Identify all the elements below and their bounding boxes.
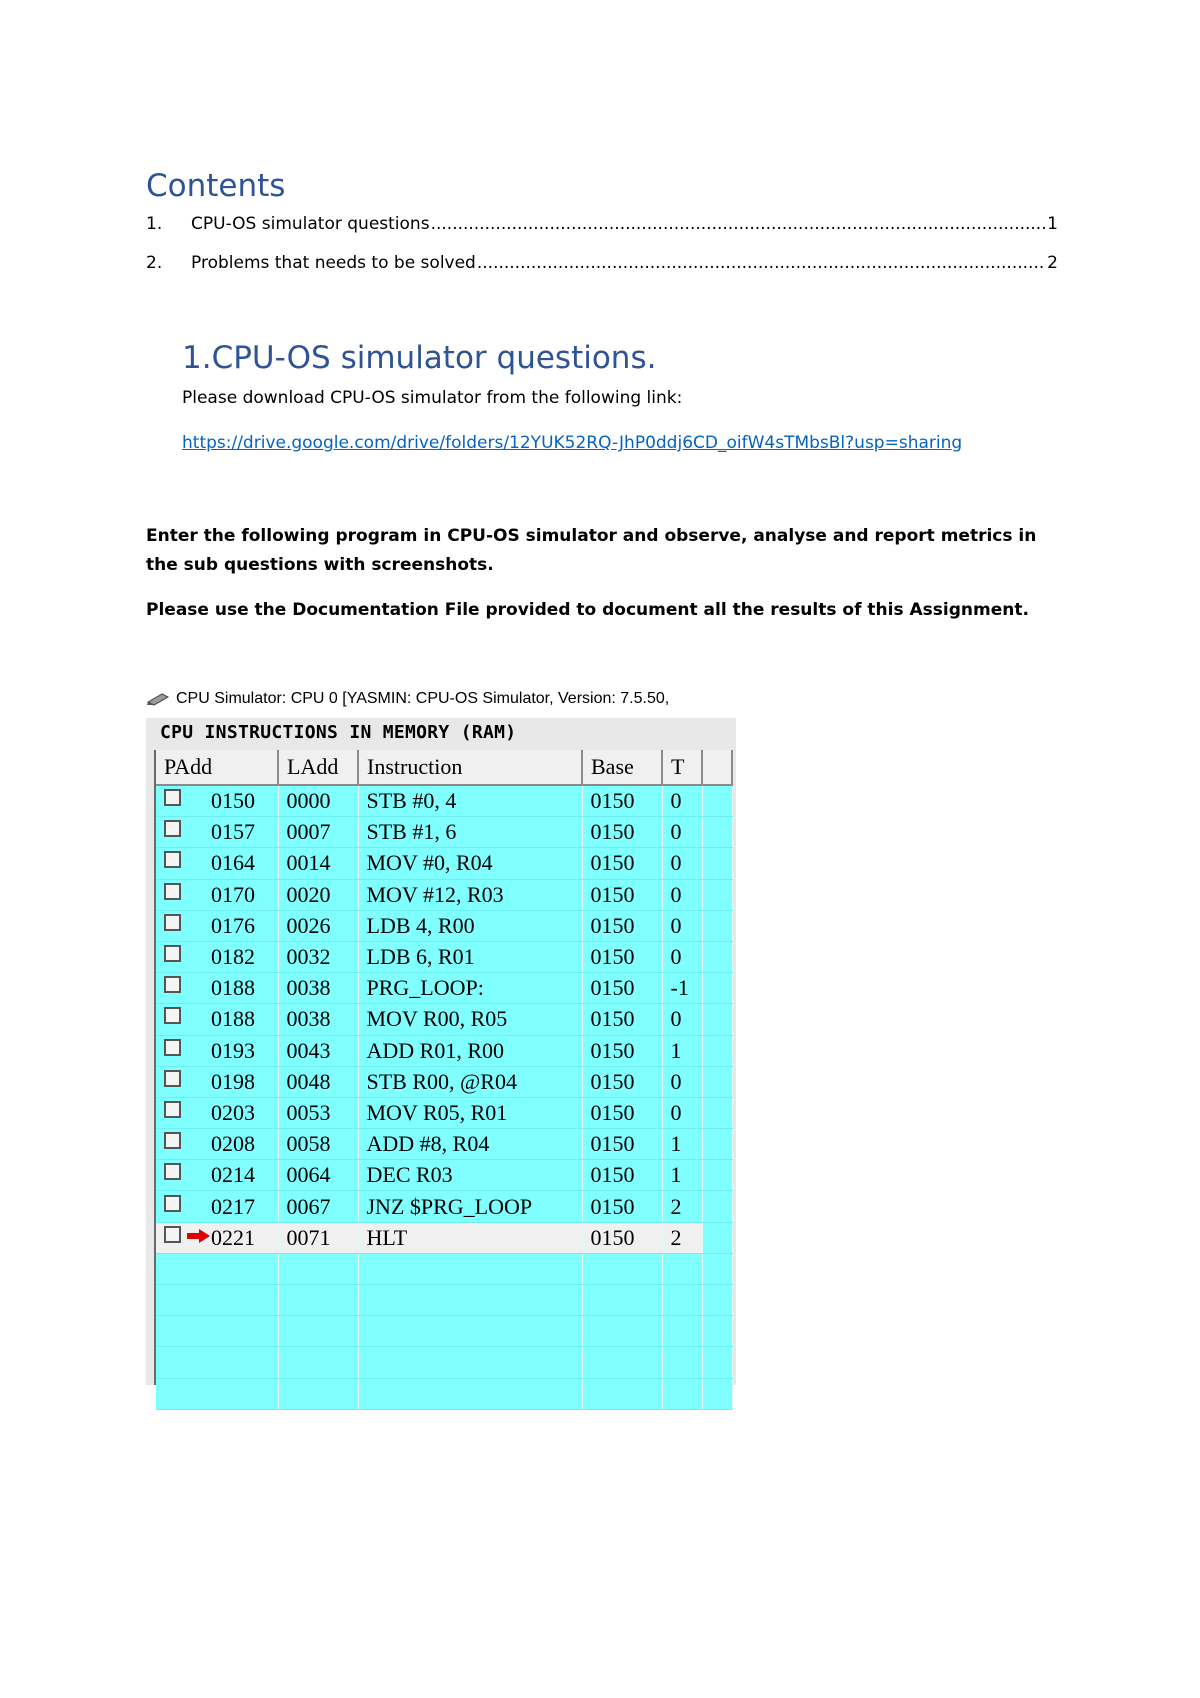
instruction-paragraph: Enter the following program in CPU-OS simulator and observe, analyse and report metrics in the sub questions with screenshots. xyxy=(146,526,1037,575)
empty-cell xyxy=(278,1378,358,1409)
ladd-cell: 0067 xyxy=(278,1191,358,1222)
empty-cell xyxy=(702,1378,732,1409)
current-instruction-arrow-icon xyxy=(187,1229,211,1243)
empty-cell xyxy=(702,1253,732,1284)
t-cell: 1 xyxy=(662,1129,702,1160)
empty-cell xyxy=(702,1316,732,1347)
padd-cell xyxy=(156,941,278,972)
empty-row xyxy=(156,1378,732,1409)
empty-cell xyxy=(278,1316,358,1347)
padd-cell xyxy=(156,1222,278,1253)
instruction-cell: DEC R03 xyxy=(358,1160,582,1191)
ladd-cell: 0071 xyxy=(278,1222,358,1253)
breakpoint-checkbox[interactable] xyxy=(164,1163,181,1180)
table-row[interactable] xyxy=(156,973,732,1004)
t-cell: 0 xyxy=(662,1097,702,1128)
base-cell: 0150 xyxy=(582,1035,662,1066)
empty-cell xyxy=(702,1347,732,1378)
padd-cell xyxy=(156,910,278,941)
base-cell: 0150 xyxy=(582,785,662,817)
empty-cell xyxy=(156,1253,278,1284)
instruction-cell: STB #0, 4 xyxy=(358,785,582,817)
breakpoint-checkbox[interactable] xyxy=(164,1007,181,1024)
extra-cell xyxy=(702,1160,732,1191)
empty-cell xyxy=(358,1253,582,1284)
empty-cell xyxy=(156,1285,278,1316)
instruction-cell: STB #1, 6 xyxy=(358,817,582,848)
simulator-title-text: CPU Simulator: CPU 0 [YASMIN: CPU-OS Simulator, Version: 7.5.50, xyxy=(176,690,670,707)
breakpoint-checkbox[interactable] xyxy=(164,1039,181,1056)
breakpoint-checkbox[interactable] xyxy=(164,883,181,900)
base-cell: 0150 xyxy=(582,1066,662,1097)
padd-cell xyxy=(156,1004,278,1035)
extra-cell xyxy=(702,1222,732,1253)
empty-cell xyxy=(156,1378,278,1409)
padd-cell xyxy=(156,1066,278,1097)
empty-row xyxy=(156,1253,732,1284)
toc-entry-number: 2. xyxy=(146,253,163,273)
empty-cell xyxy=(358,1316,582,1347)
t-cell: 0 xyxy=(662,941,702,972)
column-header-instruction[interactable]: Instruction xyxy=(358,750,582,785)
base-cell: 0150 xyxy=(582,1004,662,1035)
empty-cell xyxy=(582,1378,662,1409)
padd-value: 0157 xyxy=(211,819,255,845)
instruction-cell: JNZ $PRG_LOOP xyxy=(358,1191,582,1222)
breakpoint-checkbox[interactable] xyxy=(164,976,181,993)
base-cell: 0150 xyxy=(582,1222,662,1253)
padd-cell xyxy=(156,817,278,848)
toc-entry-2[interactable] xyxy=(146,253,1058,273)
column-header-t[interactable]: T xyxy=(662,750,702,785)
padd-cell xyxy=(156,1097,278,1128)
padd-value: 0198 xyxy=(211,1068,255,1094)
empty-cell xyxy=(662,1253,702,1284)
padd-value: 0208 xyxy=(211,1131,255,1157)
breakpoint-checkbox[interactable] xyxy=(164,914,181,931)
padd-cell xyxy=(156,1129,278,1160)
table-row[interactable] xyxy=(156,879,732,910)
empty-row xyxy=(156,1347,732,1378)
column-header-padd[interactable]: PAdd xyxy=(156,750,278,785)
t-cell: 0 xyxy=(662,1066,702,1097)
table-header xyxy=(156,750,732,785)
ladd-cell: 0014 xyxy=(278,848,358,879)
extra-cell xyxy=(702,1004,732,1035)
empty-cell xyxy=(582,1316,662,1347)
padd-cell xyxy=(156,1035,278,1066)
ladd-cell: 0038 xyxy=(278,1004,358,1035)
ladd-cell: 0053 xyxy=(278,1097,358,1128)
instruction-cell: HLT xyxy=(358,1222,582,1253)
extra-cell xyxy=(702,817,732,848)
column-header-ladd[interactable]: LAdd xyxy=(278,750,358,785)
instruction-cell: PRG_LOOP: xyxy=(358,973,582,1004)
extra-cell xyxy=(702,910,732,941)
empty-cell xyxy=(358,1347,582,1378)
t-cell: 1 xyxy=(662,1035,702,1066)
breakpoint-checkbox[interactable] xyxy=(164,1132,181,1149)
empty-cell xyxy=(662,1285,702,1316)
instruction-cell: LDB 6, R01 xyxy=(358,941,582,972)
table-row[interactable] xyxy=(156,1097,732,1128)
padd-value: 0176 xyxy=(211,912,255,938)
padd-value: 0170 xyxy=(211,881,255,907)
breakpoint-checkbox[interactable] xyxy=(164,945,181,962)
empty-cell xyxy=(702,1285,732,1316)
ladd-cell: 0032 xyxy=(278,941,358,972)
instruction-cell: MOV R00, R05 xyxy=(358,1004,582,1035)
empty-cell xyxy=(582,1347,662,1378)
table-row[interactable] xyxy=(156,848,732,879)
table-row[interactable] xyxy=(156,1191,732,1222)
extra-cell xyxy=(702,1035,732,1066)
empty-cell xyxy=(156,1316,278,1347)
padd-value: 0221 xyxy=(211,1224,255,1250)
instruction-cell: MOV #0, R04 xyxy=(358,848,582,879)
breakpoint-checkbox[interactable] xyxy=(164,1101,181,1118)
base-cell: 0150 xyxy=(582,1160,662,1191)
toc-leader xyxy=(477,253,1046,273)
ladd-cell: 0007 xyxy=(278,817,358,848)
padd-value: 0193 xyxy=(211,1037,255,1063)
ladd-cell: 0020 xyxy=(278,879,358,910)
table-row[interactable] xyxy=(156,1160,732,1191)
t-cell: 0 xyxy=(662,879,702,910)
breakpoint-checkbox[interactable] xyxy=(164,789,181,806)
instruction-grid xyxy=(154,750,732,1385)
base-cell: 0150 xyxy=(582,941,662,972)
table-row[interactable] xyxy=(156,817,732,848)
t-cell: 0 xyxy=(662,910,702,941)
instruction-table xyxy=(156,750,733,1410)
column-header-base[interactable]: Base xyxy=(582,750,662,785)
extra-cell xyxy=(702,1066,732,1097)
table-row[interactable] xyxy=(156,1222,732,1253)
base-cell: 0150 xyxy=(582,910,662,941)
toc-leader xyxy=(431,214,1047,234)
table-row[interactable] xyxy=(156,1004,732,1035)
t-cell: -1 xyxy=(662,973,702,1004)
ladd-cell: 0064 xyxy=(278,1160,358,1191)
breakpoint-checkbox[interactable] xyxy=(164,1226,181,1243)
toc-entry-1[interactable] xyxy=(146,214,1058,234)
instruction-cell: ADD R01, R00 xyxy=(358,1035,582,1066)
breakpoint-checkbox[interactable] xyxy=(164,851,181,868)
memory-panel xyxy=(146,718,736,1385)
t-cell: 2 xyxy=(662,1222,702,1253)
instruction-cell: MOV #12, R03 xyxy=(358,879,582,910)
breakpoint-checkbox[interactable] xyxy=(164,1195,181,1212)
t-cell: 0 xyxy=(662,785,702,817)
empty-cell xyxy=(358,1378,582,1409)
padd-cell xyxy=(156,1160,278,1191)
download-text: Please download CPU-OS simulator from the following link: xyxy=(182,388,683,408)
base-cell: 0150 xyxy=(582,1191,662,1222)
extra-cell xyxy=(702,941,732,972)
download-link[interactable]: https://drive.google.com/drive/folders/12YUK52RQ-JhP0ddj6CD_oifW4sTMbsBl?usp=sharing xyxy=(182,433,963,453)
base-cell: 0150 xyxy=(582,1097,662,1128)
pencil-icon xyxy=(146,692,170,706)
padd-cell xyxy=(156,785,278,817)
column-header-extra xyxy=(702,750,732,785)
padd-value: 0182 xyxy=(211,944,255,970)
padd-value: 0188 xyxy=(211,1006,255,1032)
table-row[interactable] xyxy=(156,785,732,817)
table-row[interactable] xyxy=(156,1035,732,1066)
ladd-cell: 0000 xyxy=(278,785,358,817)
panel-title: CPU INSTRUCTIONS IN MEMORY (RAM) xyxy=(160,722,517,743)
extra-cell xyxy=(702,1097,732,1128)
t-cell: 2 xyxy=(662,1191,702,1222)
padd-value: 0217 xyxy=(211,1193,255,1219)
empty-cell xyxy=(156,1347,278,1378)
instruction-cell: STB R00, @R04 xyxy=(358,1066,582,1097)
padd-cell xyxy=(156,879,278,910)
toc-title: Contents xyxy=(146,168,286,204)
toc-entry-text: Problems that needs to be solved xyxy=(191,253,476,273)
table-row[interactable] xyxy=(156,1066,732,1097)
toc-entry-number: 1. xyxy=(146,214,163,234)
base-cell: 0150 xyxy=(582,848,662,879)
toc-entry-text: CPU-OS simulator questions xyxy=(191,214,430,234)
t-cell: 0 xyxy=(662,1004,702,1035)
documentation-paragraph: Please use the Documentation File provided to document all the results of this Assignment. xyxy=(146,600,1029,620)
padd-cell xyxy=(156,973,278,1004)
ladd-cell: 0058 xyxy=(278,1129,358,1160)
base-cell: 0150 xyxy=(582,1129,662,1160)
empty-row xyxy=(156,1285,732,1316)
ladd-cell: 0038 xyxy=(278,973,358,1004)
empty-cell xyxy=(582,1285,662,1316)
simulator-window-title xyxy=(146,690,669,708)
extra-cell xyxy=(702,973,732,1004)
extra-cell xyxy=(702,1191,732,1222)
padd-value: 0203 xyxy=(211,1099,255,1125)
padd-value: 0214 xyxy=(211,1162,255,1188)
base-cell: 0150 xyxy=(582,973,662,1004)
empty-cell xyxy=(278,1285,358,1316)
toc-entry-page: 1 xyxy=(1047,214,1058,234)
ladd-cell: 0026 xyxy=(278,910,358,941)
table-row[interactable] xyxy=(156,910,732,941)
empty-cell xyxy=(662,1378,702,1409)
empty-cell xyxy=(662,1347,702,1378)
base-cell: 0150 xyxy=(582,817,662,848)
extra-cell xyxy=(702,848,732,879)
empty-cell xyxy=(662,1316,702,1347)
instruction-cell: LDB 4, R00 xyxy=(358,910,582,941)
empty-cell xyxy=(582,1253,662,1284)
ladd-cell: 0048 xyxy=(278,1066,358,1097)
padd-value: 0150 xyxy=(211,788,255,814)
t-cell: 0 xyxy=(662,817,702,848)
padd-cell xyxy=(156,848,278,879)
breakpoint-checkbox[interactable] xyxy=(164,1070,181,1087)
padd-value: 0188 xyxy=(211,975,255,1001)
empty-row xyxy=(156,1316,732,1347)
base-cell: 0150 xyxy=(582,879,662,910)
padd-cell xyxy=(156,1191,278,1222)
toc-entry-page: 2 xyxy=(1047,253,1058,273)
section-heading: 1.CPU-OS simulator questions. xyxy=(182,340,657,376)
extra-cell xyxy=(702,785,732,817)
instruction-cell: ADD #8, R04 xyxy=(358,1129,582,1160)
t-cell: 1 xyxy=(662,1160,702,1191)
breakpoint-checkbox[interactable] xyxy=(164,820,181,837)
ladd-cell: 0043 xyxy=(278,1035,358,1066)
extra-cell xyxy=(702,879,732,910)
table-row[interactable] xyxy=(156,1129,732,1160)
extra-cell xyxy=(702,1129,732,1160)
empty-cell xyxy=(358,1285,582,1316)
t-cell: 0 xyxy=(662,848,702,879)
table-row[interactable] xyxy=(156,941,732,972)
instruction-cell: MOV R05, R01 xyxy=(358,1097,582,1128)
empty-cell xyxy=(278,1253,358,1284)
empty-cell xyxy=(278,1347,358,1378)
padd-value: 0164 xyxy=(211,850,255,876)
